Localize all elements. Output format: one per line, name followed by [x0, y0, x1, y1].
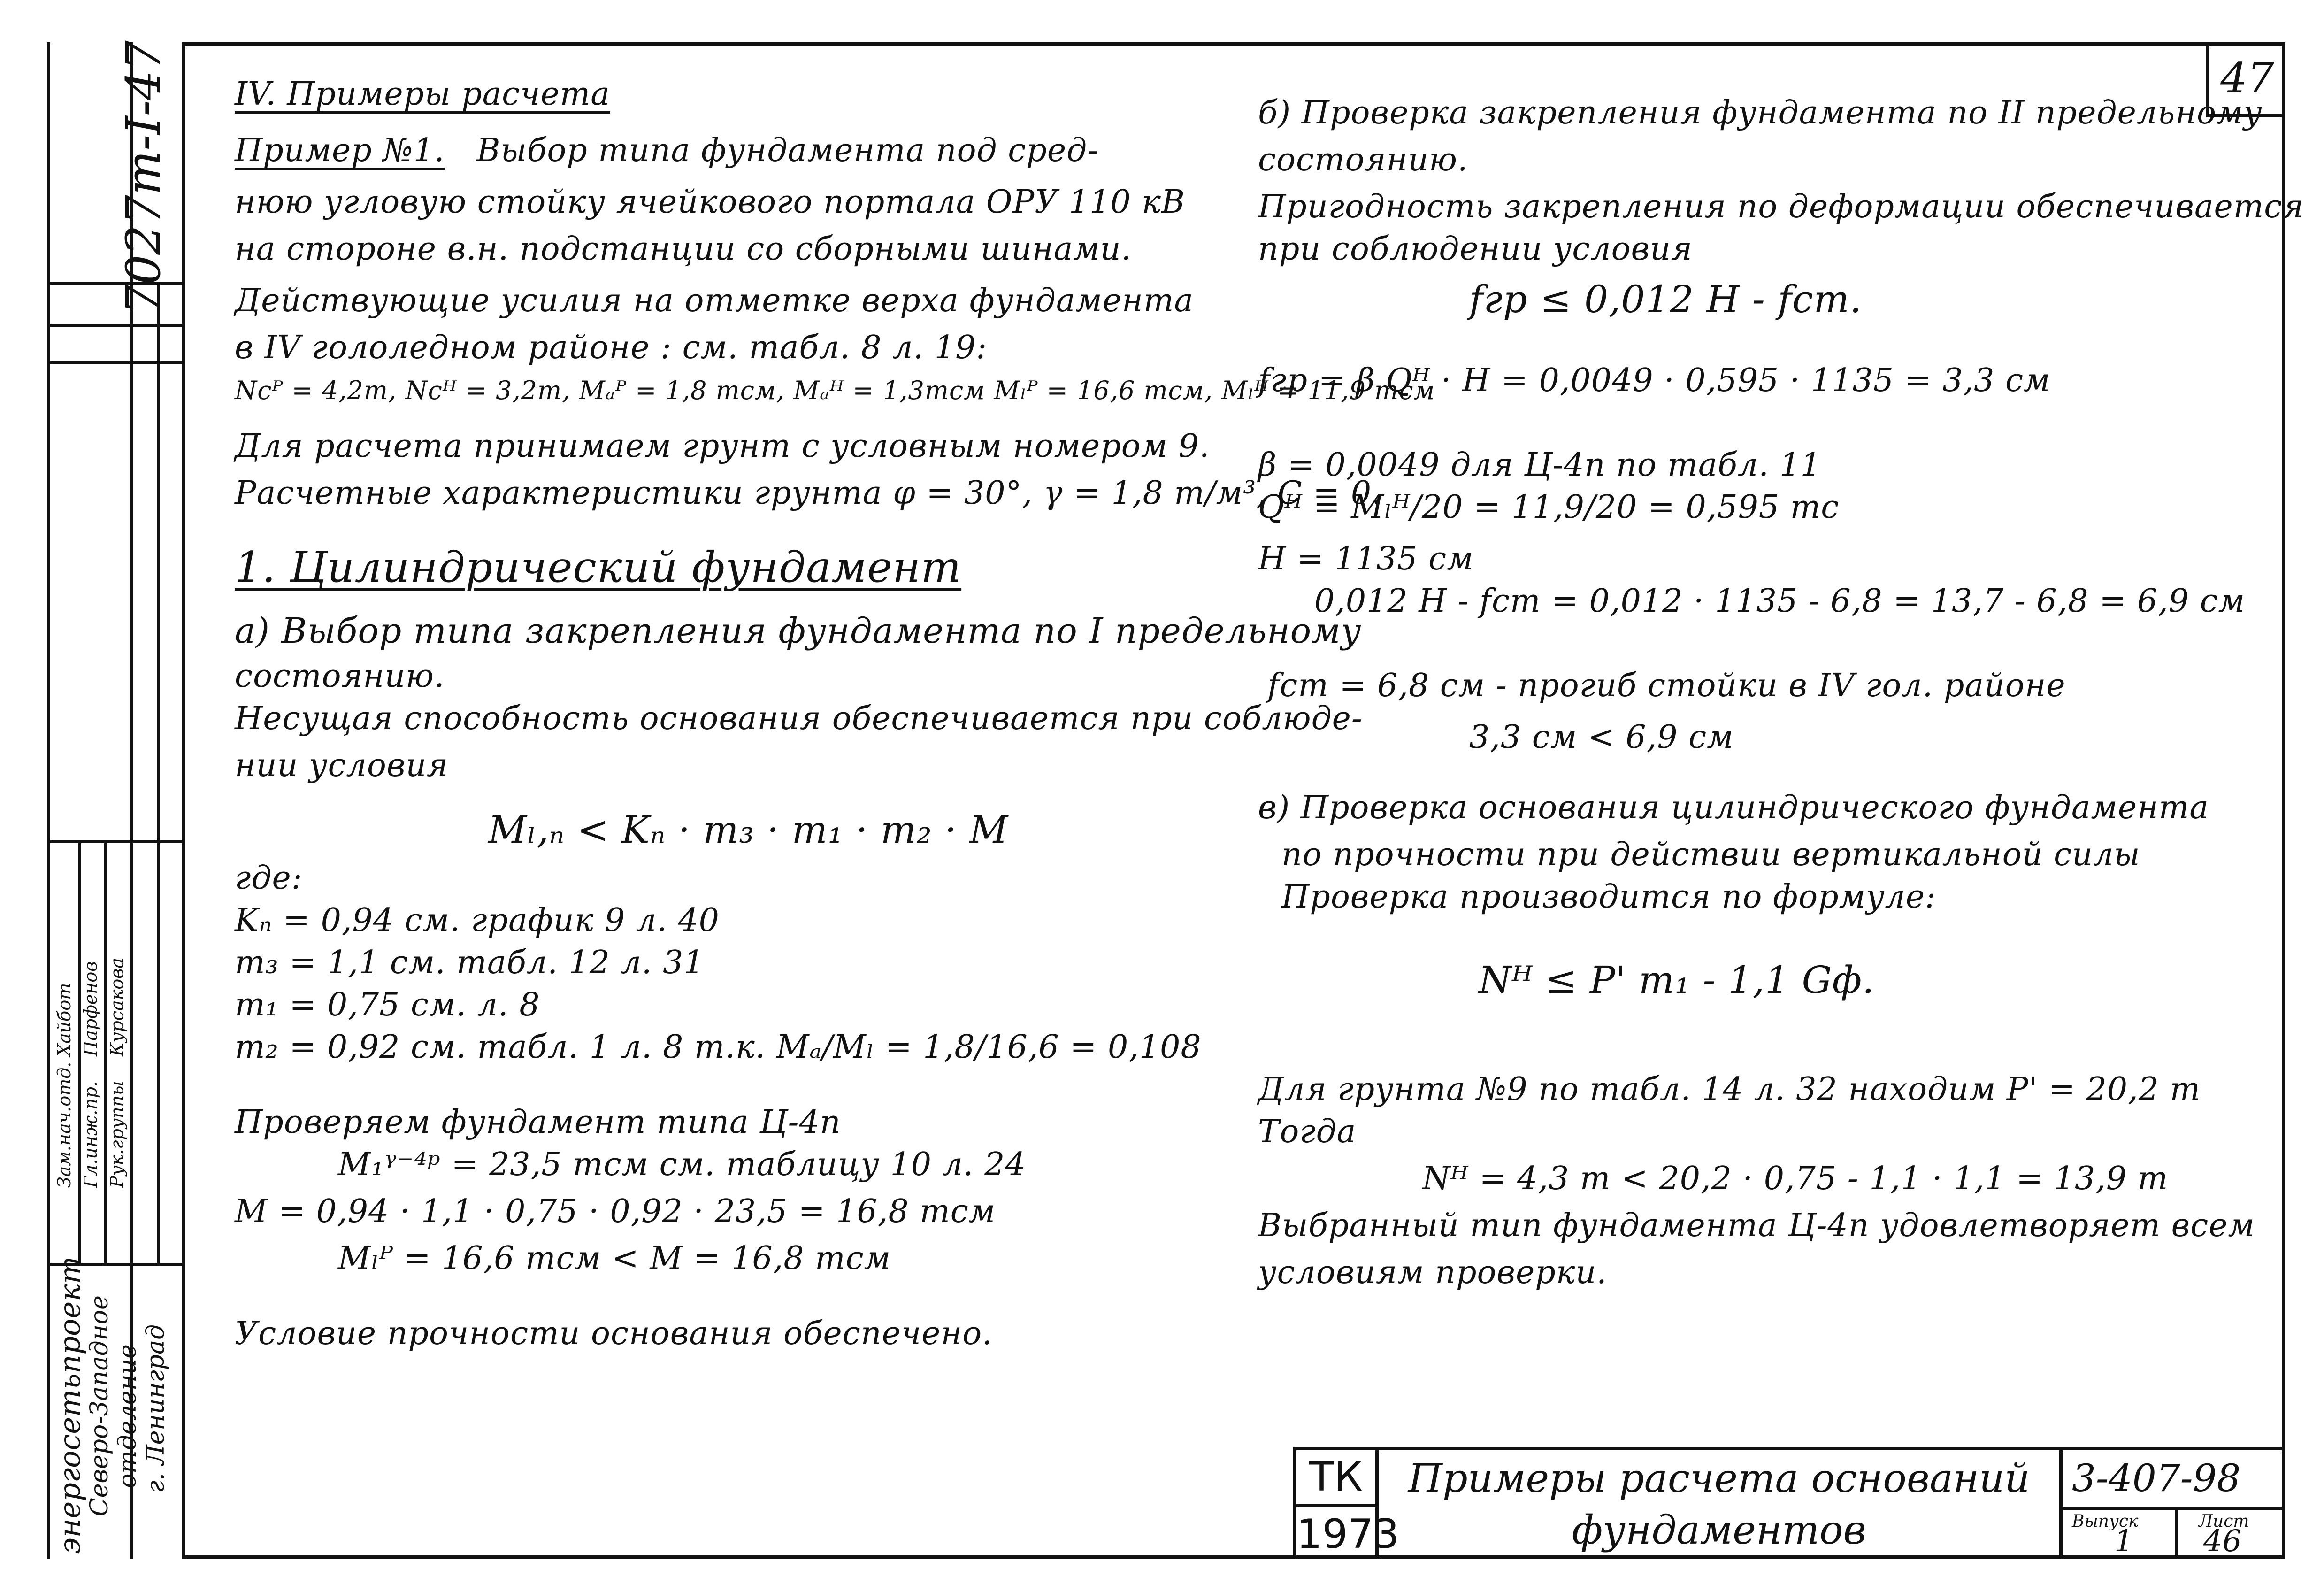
fst-value: fст = 6,8 см - прогиб стойки в IV гол. районе [1267, 667, 2066, 704]
soil9-line: Для грунта №9 по табл. 14 л. 32 находим P' = 20,2 т [1258, 1071, 2201, 1108]
forces-line-2: в IV гололедном районе : см. табл. 8 л. 19: [235, 329, 988, 366]
m2-value: m₂ = 0,92 см. табл. 1 л. 8 т.к. Mₐ/Mₗ = 1,8/16,6 = 0,108 [235, 1029, 1202, 1066]
a-line-1: а) Выбор типа закрепления фундамента по I предельному [235, 611, 1362, 651]
strip-divider [157, 282, 160, 1263]
forces-line-3: Ncᴾ = 4,2т, Ncᴴ = 3,2т, Mₐᴾ = 1,8 тсм, Mₐᴴ = 1,3тсм Mₗᴾ = 16,6 тсм, Mₗᴴ = 11,9 тсм [235, 376, 1435, 405]
tk-cell [1296, 1450, 1399, 1559]
org-line-3: отделение [114, 1344, 142, 1488]
h-value: H = 1135 см [1258, 540, 1474, 577]
where-label: где: [235, 860, 303, 897]
sheet-value: 46 [2203, 1524, 2242, 1559]
strip-rule [50, 361, 185, 364]
soil-line-2: Расчетные характеристики грунта φ = 30°, γ = 1,8 т/м³, C = 0. [235, 475, 1382, 512]
role-1: Зам.нач.отд. [54, 1061, 75, 1188]
role-2: Гл.инж.пр. [80, 1081, 101, 1188]
left-stamp-strip [47, 42, 185, 1559]
title-block [1293, 1447, 2285, 1559]
issue-sheet-row [2063, 1510, 2285, 1559]
f-comparison: 3,3 см < 6,9 см [1469, 719, 1734, 756]
org-line-1: энергосетьпроект [53, 1256, 87, 1554]
m1-value: m₁ = 0,75 см. л. 8 [235, 986, 540, 1023]
v-line-2: по прочности при действии вертикальной силы [1281, 836, 2140, 873]
sheet-label: Лист [2199, 1512, 2249, 1531]
issue-value: 1 [2114, 1524, 2133, 1559]
page-number: 47 [2206, 42, 2285, 117]
series-code: 3-407-98 [2063, 1450, 2285, 1510]
tk-label: ТК [1296, 1450, 1375, 1507]
m3-value: m₃ = 1,1 см. табл. 12 л. 31 [235, 944, 705, 981]
a-line-3: Несущая способность основания обеспечивается при соблюде- [235, 700, 1363, 737]
document-code: 7027m-I-47 [116, 40, 171, 315]
role-3: Рук.группы [107, 1081, 127, 1188]
check-type: Проверяем фундамент типа Ц-4п [235, 1104, 841, 1141]
issue-sheet-divider [2175, 1510, 2178, 1559]
example-label: Пример №1. [235, 132, 445, 169]
a-line-4: нии условия [235, 747, 449, 784]
example-title-line-1: Выбор типа фундамента под сред- [476, 132, 1099, 169]
deflection-calculation: fгр = β Qᴴ · H = 0,0049 · 0,595 · 1135 = 3,3 см [1258, 362, 2051, 399]
q-value: Qᴴ = Mₗᴴ/20 = 11,9/20 = 0,595 тс [1258, 489, 1840, 526]
title-block-codes [2059, 1450, 2285, 1559]
main-formula: Mₗ,ₙ < Kₙ · m₃ · m₁ · m₂ · M [488, 808, 1009, 852]
b-line-3: Пригодность закрепления по деформации обеспечивается [1258, 188, 2304, 225]
b-line-4: при соблюдении условия [1258, 231, 1693, 268]
n-calculation: Nᴴ = 4,3 т < 20,2 · 0,75 - 1,1 · 1,1 = 13,9 т [1422, 1160, 2169, 1197]
issue-label: Выпуск [2072, 1512, 2139, 1531]
example-title-line-2: нюю угловую стойку ячейкового портала ОРУ 110 кВ [235, 184, 1185, 221]
then-label: Тогда [1258, 1113, 1357, 1150]
a-line-2: состоянию. [235, 658, 445, 695]
m-calculation: M = 0,94 · 1,1 · 0,75 · 0,92 · 23,5 = 16,8 тсм [235, 1193, 996, 1230]
subsection-heading: 1. Цилиндрический фундамент [235, 543, 962, 592]
b-line-1: б) Проверка закрепления фундамента по II предельному [1258, 94, 2263, 131]
kn-value: Kₙ = 0,94 см. график 9 л. 40 [235, 902, 720, 939]
beta-value: β = 0,0049 для Ц-4п по табл. 11 [1258, 446, 1821, 484]
left-conclusion: Условие прочности основания обеспечено. [235, 1315, 993, 1352]
name-2: Парфенов [80, 961, 101, 1056]
final-line-2: условиям проверки. [1258, 1254, 1607, 1291]
title-line-2: фундаментов [1572, 1507, 1866, 1553]
section-heading: IV. Примеры расчета [235, 76, 610, 113]
strip-rule [50, 840, 185, 843]
title-block-title [1379, 1450, 2059, 1559]
deflection-condition: fгр ≤ 0,012 H - fст. [1469, 277, 1862, 321]
name-3: Курсакова [107, 957, 127, 1056]
h-calculation: 0,012 H - fст = 0,012 · 1135 - 6,8 = 13,7 - 6,8 = 6,9 см [1314, 583, 2246, 620]
forces-line-1: Действующие усилия на отметке верха фундамента [235, 282, 1194, 319]
b-line-2: состоянию. [1258, 141, 1468, 178]
org-line-2: Северо-Западное [85, 1295, 114, 1516]
example-heading [235, 131, 1098, 170]
m1-table-value: M₁ᵞ⁻⁴ᵖ = 23,5 тсм см. таблицу 10 л. 24 [338, 1146, 1026, 1183]
org-line-4: г. Ленинград [142, 1324, 170, 1493]
strip-rule [50, 324, 185, 327]
v-line-1: в) Проверка основания цилиндрического фундамента [1258, 789, 2209, 826]
soil-line-1: Для расчета принимаем грунт с условным номером 9. [235, 428, 1210, 465]
vertical-force-formula: Nᴴ ≤ P' m₁ - 1,1 Gф. [1479, 958, 1875, 1002]
title-line-1: Примеры расчета оснований [1408, 1455, 2030, 1502]
v-line-3: Проверка производится по формуле: [1281, 878, 1936, 915]
example-title-line-3: на стороне в.н. подстанции со сборными шинами. [235, 231, 1132, 268]
name-1: Хайбот [54, 983, 75, 1056]
final-line-1: Выбранный тип фундамента Ц-4п удовлетворяет всем [1258, 1207, 2255, 1244]
m-comparison: Mₗᴾ = 16,6 тсм < M = 16,8 тсм [338, 1240, 891, 1277]
tk-year: 1973 [1296, 1511, 1399, 1558]
